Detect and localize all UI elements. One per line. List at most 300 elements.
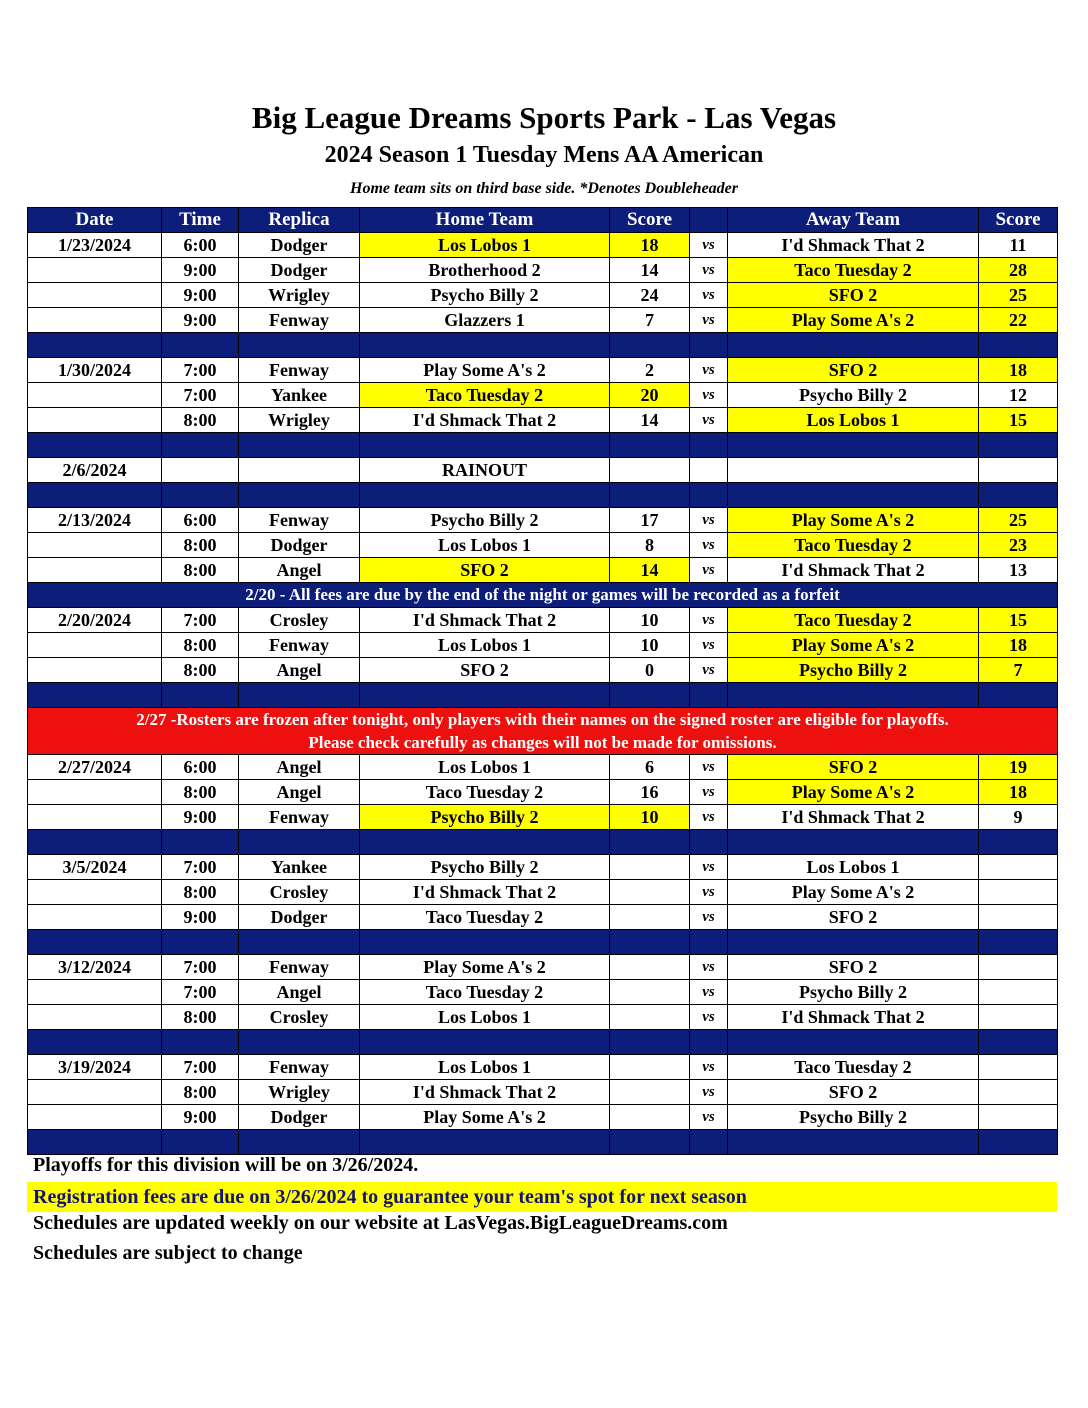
spacer-cell xyxy=(162,1030,239,1055)
away-score-cell xyxy=(979,1055,1058,1080)
home-score-cell: 18 xyxy=(610,233,690,258)
spacer-cell xyxy=(239,830,360,855)
away-score-cell: 9 xyxy=(979,805,1058,830)
spacer-cell xyxy=(610,433,690,458)
spacer-cell xyxy=(728,1130,979,1155)
away-team-cell: Taco Tuesday 2 xyxy=(728,258,979,283)
spacer-cell xyxy=(28,333,162,358)
game-row xyxy=(28,633,1058,658)
spacer-cell xyxy=(728,683,979,708)
away-score-cell xyxy=(979,1105,1058,1130)
home-score-cell: 10 xyxy=(610,805,690,830)
date-cell xyxy=(28,980,162,1005)
spacer-cell xyxy=(610,1130,690,1155)
home-team-cell: I'd Shmack That 2 xyxy=(360,1080,610,1105)
home-score-cell: 10 xyxy=(610,633,690,658)
time-cell: 8:00 xyxy=(162,633,239,658)
date-cell xyxy=(28,1005,162,1030)
time-cell: 8:00 xyxy=(162,408,239,433)
away-score-cell: 15 xyxy=(979,608,1058,633)
spacer-cell xyxy=(239,1130,360,1155)
replica-cell: Yankee xyxy=(239,383,360,408)
home-team-cell: Psycho Billy 2 xyxy=(360,855,610,880)
spacer-cell xyxy=(610,830,690,855)
time-cell: 9:00 xyxy=(162,805,239,830)
home-team-cell: Taco Tuesday 2 xyxy=(360,905,610,930)
game-row xyxy=(28,558,1058,583)
vs-cell: vs xyxy=(690,905,728,930)
home-team-cell: Glazzers 1 xyxy=(360,308,610,333)
col-header-away-score: Score xyxy=(979,208,1058,233)
spacer-cell xyxy=(162,1130,239,1155)
game-row xyxy=(28,755,1058,780)
fees-notice-text: 2/20 - All fees are due by the end of the night or games will be recorded as a forfeit xyxy=(28,583,1058,608)
replica-cell: Angel xyxy=(239,780,360,805)
vs-cell: vs xyxy=(690,258,728,283)
spacer-cell xyxy=(28,1030,162,1055)
home-score-cell: 24 xyxy=(610,283,690,308)
home-team-cell: I'd Shmack That 2 xyxy=(360,880,610,905)
home-score-cell xyxy=(610,1055,690,1080)
spacer-cell xyxy=(239,483,360,508)
game-row xyxy=(28,880,1058,905)
vs-cell: vs xyxy=(690,1055,728,1080)
home-score-cell xyxy=(610,955,690,980)
replica-cell: Fenway xyxy=(239,633,360,658)
vs-cell: vs xyxy=(690,508,728,533)
time-cell: 7:00 xyxy=(162,358,239,383)
game-row xyxy=(28,905,1058,930)
away-team-cell: Los Lobos 1 xyxy=(728,408,979,433)
spacer-cell xyxy=(690,683,728,708)
vs-cell xyxy=(690,458,728,483)
replica-cell: Fenway xyxy=(239,308,360,333)
time-cell: 9:00 xyxy=(162,258,239,283)
time-cell: 6:00 xyxy=(162,508,239,533)
home-team-cell: Los Lobos 1 xyxy=(360,1055,610,1080)
date-cell xyxy=(28,408,162,433)
away-score-cell xyxy=(979,1080,1058,1105)
spacer-cell xyxy=(979,1030,1058,1055)
spacer-cell xyxy=(360,830,610,855)
away-team-cell: Taco Tuesday 2 xyxy=(728,533,979,558)
date-cell xyxy=(28,533,162,558)
time-cell: 9:00 xyxy=(162,308,239,333)
vs-cell: vs xyxy=(690,1105,728,1130)
time-cell: 6:00 xyxy=(162,755,239,780)
spacer-cell xyxy=(162,830,239,855)
away-score-cell xyxy=(979,905,1058,930)
home-team-cell: Los Lobos 1 xyxy=(360,1005,610,1030)
away-team-cell: Psycho Billy 2 xyxy=(728,1105,979,1130)
vs-cell: vs xyxy=(690,1005,728,1030)
away-score-cell xyxy=(979,458,1058,483)
home-score-cell: 8 xyxy=(610,533,690,558)
spacer-cell xyxy=(28,483,162,508)
time-cell: 7:00 xyxy=(162,855,239,880)
col-header-date: Date xyxy=(28,208,162,233)
spacer-cell xyxy=(728,333,979,358)
time-cell: 7:00 xyxy=(162,1055,239,1080)
game-row xyxy=(28,608,1058,633)
time-cell xyxy=(162,458,239,483)
away-team-cell: SFO 2 xyxy=(728,358,979,383)
vs-cell: vs xyxy=(690,233,728,258)
away-team-cell: I'd Shmack That 2 xyxy=(728,233,979,258)
replica-cell: Crosley xyxy=(239,608,360,633)
home-score-cell: 17 xyxy=(610,508,690,533)
home-team-cell: RAINOUT xyxy=(360,458,610,483)
roster-alert-cell xyxy=(28,708,1058,755)
away-score-cell xyxy=(979,980,1058,1005)
home-team-cell: Taco Tuesday 2 xyxy=(360,980,610,1005)
website-note: Schedules are updated weekly on our website at LasVegas.BigLeagueDreams.com xyxy=(33,1212,728,1234)
time-cell: 9:00 xyxy=(162,283,239,308)
vs-cell: vs xyxy=(690,633,728,658)
vs-cell: vs xyxy=(690,658,728,683)
replica-cell: Dodger xyxy=(239,905,360,930)
home-team-cell: Los Lobos 1 xyxy=(360,755,610,780)
spacer-cell xyxy=(239,930,360,955)
spacer-cell xyxy=(28,1130,162,1155)
date-cell xyxy=(28,880,162,905)
home-team-note: Home team sits on third base side. *Denotes Doubleheader xyxy=(350,180,738,197)
away-team-cell: SFO 2 xyxy=(728,283,979,308)
time-cell: 9:00 xyxy=(162,1105,239,1130)
spacer-row xyxy=(28,1130,1058,1155)
home-team-cell: I'd Shmack That 2 xyxy=(360,608,610,633)
replica-cell: Angel xyxy=(239,558,360,583)
col-header-vs xyxy=(690,208,728,233)
time-cell: 8:00 xyxy=(162,658,239,683)
home-score-cell: 0 xyxy=(610,658,690,683)
home-team-cell: Psycho Billy 2 xyxy=(360,805,610,830)
spacer-row xyxy=(28,683,1058,708)
game-row xyxy=(28,980,1058,1005)
home-team-cell: Los Lobos 1 xyxy=(360,233,610,258)
date-cell xyxy=(28,283,162,308)
spacer-cell xyxy=(728,433,979,458)
away-team-cell: I'd Shmack That 2 xyxy=(728,805,979,830)
spacer-cell xyxy=(610,333,690,358)
registration-note: Registration fees are due on 3/26/2024 to guarantee your team's spot for next season xyxy=(27,1182,1057,1212)
home-score-cell xyxy=(610,880,690,905)
vs-cell: vs xyxy=(690,408,728,433)
game-row xyxy=(28,1080,1058,1105)
replica-cell: Dodger xyxy=(239,258,360,283)
date-cell: 3/12/2024 xyxy=(28,955,162,980)
away-team-cell: SFO 2 xyxy=(728,955,979,980)
date-cell: 2/6/2024 xyxy=(28,458,162,483)
away-team-cell: Taco Tuesday 2 xyxy=(728,1055,979,1080)
away-score-cell: 18 xyxy=(979,780,1058,805)
away-team-cell: Psycho Billy 2 xyxy=(728,383,979,408)
replica-cell: Fenway xyxy=(239,955,360,980)
home-score-cell: 14 xyxy=(610,408,690,433)
replica-cell: Angel xyxy=(239,980,360,1005)
away-team-cell xyxy=(728,458,979,483)
away-team-cell: Taco Tuesday 2 xyxy=(728,608,979,633)
away-score-cell: 15 xyxy=(979,408,1058,433)
spacer-cell xyxy=(979,333,1058,358)
away-score-cell: 7 xyxy=(979,658,1058,683)
home-team-cell: Play Some A's 2 xyxy=(360,955,610,980)
spacer-cell xyxy=(162,433,239,458)
home-team-cell: SFO 2 xyxy=(360,558,610,583)
change-note: Schedules are subject to change xyxy=(33,1242,303,1264)
vs-cell: vs xyxy=(690,358,728,383)
away-score-cell xyxy=(979,880,1058,905)
roster-alert-line-2: Please check carefully as changes will not be made for omissions. xyxy=(308,733,777,752)
col-header-time: Time xyxy=(162,208,239,233)
time-cell: 8:00 xyxy=(162,880,239,905)
game-row xyxy=(28,258,1058,283)
date-cell xyxy=(28,1080,162,1105)
home-team-cell: Los Lobos 1 xyxy=(360,633,610,658)
spacer-cell xyxy=(360,333,610,358)
fees-notice-row xyxy=(28,583,1058,608)
game-row xyxy=(28,1055,1058,1080)
replica-cell: Fenway xyxy=(239,805,360,830)
game-row xyxy=(28,358,1058,383)
home-team-cell: Los Lobos 1 xyxy=(360,533,610,558)
away-team-cell: Play Some A's 2 xyxy=(728,633,979,658)
time-cell: 7:00 xyxy=(162,608,239,633)
spacer-cell xyxy=(360,433,610,458)
spacer-row xyxy=(28,1030,1058,1055)
game-row xyxy=(28,508,1058,533)
spacer-cell xyxy=(162,683,239,708)
away-team-cell: SFO 2 xyxy=(728,1080,979,1105)
vs-cell: vs xyxy=(690,780,728,805)
game-row xyxy=(28,805,1058,830)
away-score-cell: 13 xyxy=(979,558,1058,583)
time-cell: 9:00 xyxy=(162,905,239,930)
time-cell: 7:00 xyxy=(162,980,239,1005)
away-score-cell: 25 xyxy=(979,283,1058,308)
home-score-cell: 14 xyxy=(610,258,690,283)
game-row xyxy=(28,308,1058,333)
home-score-cell xyxy=(610,855,690,880)
spacer-cell xyxy=(690,930,728,955)
away-team-cell: I'd Shmack That 2 xyxy=(728,1005,979,1030)
home-score-cell: 7 xyxy=(610,308,690,333)
col-header-away-team: Away Team xyxy=(728,208,979,233)
spacer-cell xyxy=(728,830,979,855)
vs-cell: vs xyxy=(690,383,728,408)
playoffs-note: Playoffs for this division will be on 3/26/2024. xyxy=(33,1154,419,1176)
home-team-cell: Psycho Billy 2 xyxy=(360,508,610,533)
replica-cell: Dodger xyxy=(239,533,360,558)
replica-cell: Yankee xyxy=(239,855,360,880)
spacer-cell xyxy=(162,333,239,358)
away-score-cell xyxy=(979,1005,1058,1030)
date-cell: 2/27/2024 xyxy=(28,755,162,780)
spacer-cell xyxy=(610,930,690,955)
replica-cell: Angel xyxy=(239,658,360,683)
header-row xyxy=(28,208,1058,233)
away-score-cell: 28 xyxy=(979,258,1058,283)
vs-cell: vs xyxy=(690,608,728,633)
replica-cell: Crosley xyxy=(239,1005,360,1030)
away-score-cell: 22 xyxy=(979,308,1058,333)
vs-cell: vs xyxy=(690,955,728,980)
home-score-cell xyxy=(610,1005,690,1030)
date-cell: 2/13/2024 xyxy=(28,508,162,533)
replica-cell: Wrigley xyxy=(239,283,360,308)
col-header-home-team: Home Team xyxy=(360,208,610,233)
time-cell: 8:00 xyxy=(162,1005,239,1030)
date-cell xyxy=(28,558,162,583)
spacer-cell xyxy=(610,683,690,708)
spacer-row xyxy=(28,483,1058,508)
replica-cell: Crosley xyxy=(239,880,360,905)
away-score-cell: 23 xyxy=(979,533,1058,558)
game-row xyxy=(28,408,1058,433)
date-cell xyxy=(28,258,162,283)
date-cell: 1/30/2024 xyxy=(28,358,162,383)
game-row xyxy=(28,1105,1058,1130)
roster-alert-line-1: 2/27 -Rosters are frozen after tonight, only players with their names on the signed roster are eligible for playoffs. xyxy=(136,710,949,729)
away-score-cell: 18 xyxy=(979,358,1058,383)
away-team-cell: Play Some A's 2 xyxy=(728,880,979,905)
away-score-cell: 18 xyxy=(979,633,1058,658)
spacer-cell xyxy=(360,930,610,955)
spacer-cell xyxy=(728,930,979,955)
home-score-cell xyxy=(610,1105,690,1130)
spacer-cell xyxy=(690,1030,728,1055)
home-team-cell: Taco Tuesday 2 xyxy=(360,780,610,805)
away-score-cell: 11 xyxy=(979,233,1058,258)
home-score-cell xyxy=(610,980,690,1005)
game-row xyxy=(28,1005,1058,1030)
date-cell: 3/5/2024 xyxy=(28,855,162,880)
home-team-cell: Play Some A's 2 xyxy=(360,1105,610,1130)
vs-cell: vs xyxy=(690,558,728,583)
spacer-cell xyxy=(162,930,239,955)
home-score-cell xyxy=(610,905,690,930)
date-cell xyxy=(28,805,162,830)
date-cell xyxy=(28,905,162,930)
spacer-cell xyxy=(360,483,610,508)
game-row xyxy=(28,233,1058,258)
date-cell xyxy=(28,658,162,683)
replica-cell: Fenway xyxy=(239,508,360,533)
home-team-cell: SFO 2 xyxy=(360,658,610,683)
spacer-cell xyxy=(610,1030,690,1055)
home-score-cell: 20 xyxy=(610,383,690,408)
replica-cell: Dodger xyxy=(239,1105,360,1130)
vs-cell: vs xyxy=(690,283,728,308)
date-cell xyxy=(28,780,162,805)
home-score-cell: 16 xyxy=(610,780,690,805)
spacer-cell xyxy=(690,433,728,458)
spacer-cell xyxy=(360,1130,610,1155)
col-header-replica: Replica xyxy=(239,208,360,233)
home-score-cell: 10 xyxy=(610,608,690,633)
home-team-cell: Brotherhood 2 xyxy=(360,258,610,283)
home-team-cell: Psycho Billy 2 xyxy=(360,283,610,308)
vs-cell: vs xyxy=(690,880,728,905)
away-team-cell: SFO 2 xyxy=(728,755,979,780)
spacer-row xyxy=(28,930,1058,955)
spacer-cell xyxy=(690,333,728,358)
spacer-cell xyxy=(28,683,162,708)
home-score-cell: 14 xyxy=(610,558,690,583)
replica-cell: Wrigley xyxy=(239,1080,360,1105)
replica-cell: Angel xyxy=(239,755,360,780)
away-team-cell: Play Some A's 2 xyxy=(728,508,979,533)
vs-cell: vs xyxy=(690,855,728,880)
date-cell: 3/19/2024 xyxy=(28,1055,162,1080)
game-row xyxy=(28,383,1058,408)
spacer-cell xyxy=(162,483,239,508)
spacer-cell xyxy=(239,1030,360,1055)
roster-alert-row xyxy=(28,708,1058,755)
replica-cell: Dodger xyxy=(239,233,360,258)
spacer-cell xyxy=(690,830,728,855)
away-team-cell: I'd Shmack That 2 xyxy=(728,558,979,583)
time-cell: 8:00 xyxy=(162,780,239,805)
date-cell: 2/20/2024 xyxy=(28,608,162,633)
spacer-cell xyxy=(979,1130,1058,1155)
spacer-cell xyxy=(979,830,1058,855)
game-row xyxy=(28,855,1058,880)
home-team-cell: Play Some A's 2 xyxy=(360,358,610,383)
away-score-cell: 12 xyxy=(979,383,1058,408)
spacer-cell xyxy=(979,433,1058,458)
spacer-cell xyxy=(360,683,610,708)
game-row xyxy=(28,458,1058,483)
spacer-cell xyxy=(690,483,728,508)
away-score-cell xyxy=(979,855,1058,880)
spacer-cell xyxy=(28,930,162,955)
vs-cell: vs xyxy=(690,308,728,333)
spacer-cell xyxy=(360,1030,610,1055)
spacer-cell xyxy=(728,483,979,508)
game-row xyxy=(28,780,1058,805)
home-score-cell xyxy=(610,1080,690,1105)
spacer-cell xyxy=(239,683,360,708)
spacer-row xyxy=(28,830,1058,855)
game-row xyxy=(28,533,1058,558)
page-title: Big League Dreams Sports Park - Las Vegas xyxy=(251,100,837,135)
game-row xyxy=(28,955,1058,980)
replica-cell: Fenway xyxy=(239,358,360,383)
away-team-cell: Play Some A's 2 xyxy=(728,780,979,805)
spacer-row xyxy=(28,433,1058,458)
date-cell xyxy=(28,383,162,408)
home-score-cell: 2 xyxy=(610,358,690,383)
away-score-cell xyxy=(979,955,1058,980)
home-score-cell xyxy=(610,458,690,483)
game-row xyxy=(28,658,1058,683)
time-cell: 6:00 xyxy=(162,233,239,258)
vs-cell: vs xyxy=(690,805,728,830)
spacer-row xyxy=(28,333,1058,358)
vs-cell: vs xyxy=(690,1080,728,1105)
spacer-cell xyxy=(728,1030,979,1055)
spacer-cell xyxy=(239,333,360,358)
time-cell: 8:00 xyxy=(162,533,239,558)
away-team-cell: Psycho Billy 2 xyxy=(728,658,979,683)
spacer-cell xyxy=(979,930,1058,955)
home-team-cell: Taco Tuesday 2 xyxy=(360,383,610,408)
spacer-cell xyxy=(239,433,360,458)
replica-cell: Wrigley xyxy=(239,408,360,433)
away-team-cell: Play Some A's 2 xyxy=(728,308,979,333)
page-subtitle: 2024 Season 1 Tuesday Mens AA American xyxy=(324,142,764,168)
